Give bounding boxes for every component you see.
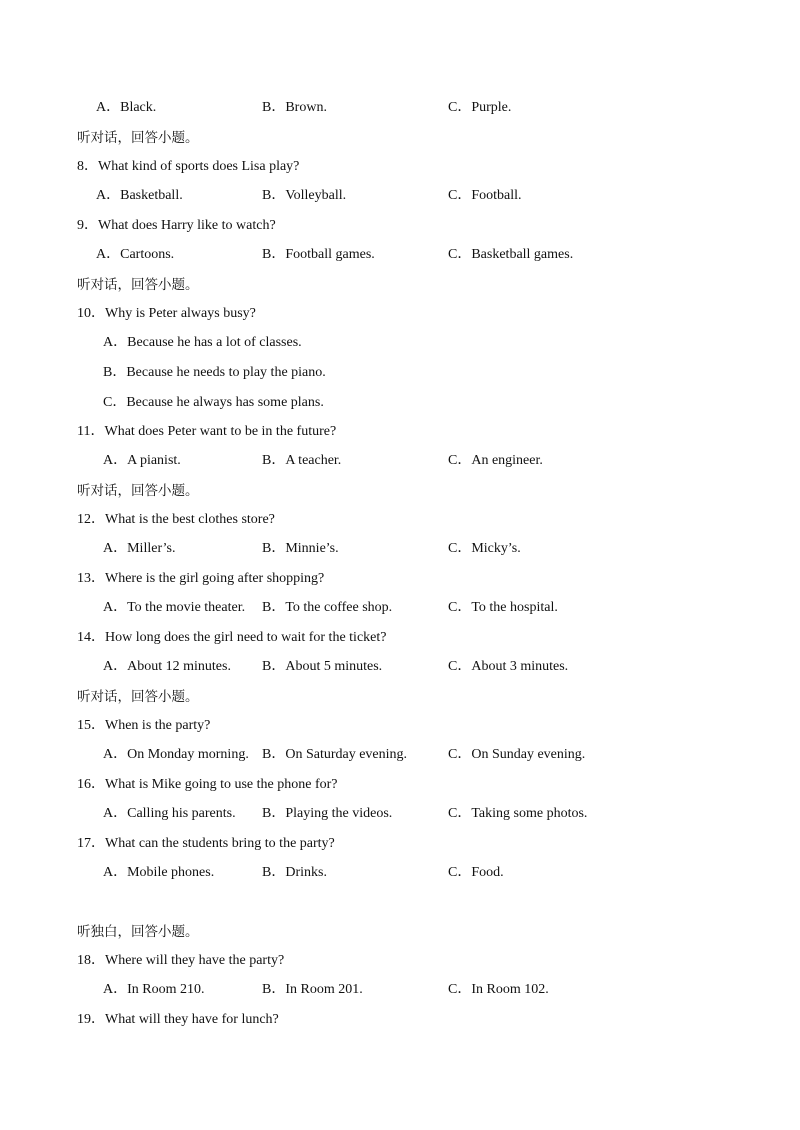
option-b: B．Playing the videos. xyxy=(262,806,393,821)
question-text: 8．What kind of sports does Lisa play? xyxy=(77,159,300,174)
option-line: C．Because he always has some plans. xyxy=(103,395,324,410)
question-text: 14．How long does the girl need to wait for the ticket? xyxy=(77,630,387,645)
option-a: A．Black. xyxy=(96,100,157,115)
option-b: B．On Saturday evening. xyxy=(262,747,408,762)
option-b: B．Minnie’s. xyxy=(262,541,339,556)
option-b: B．A teacher. xyxy=(262,453,342,468)
option-a: A．About 12 minutes. xyxy=(103,659,231,674)
option-b: B．Volleyball. xyxy=(262,188,347,203)
option-a: A．Mobile phones. xyxy=(103,865,215,880)
option-c: C．Taking some photos. xyxy=(448,806,588,821)
option-b: B．In Room 201. xyxy=(262,982,363,997)
question-text: 11．What does Peter want to be in the future? xyxy=(77,424,337,439)
option-b: B．About 5 minutes. xyxy=(262,659,383,674)
option-line: A．Because he has a lot of classes. xyxy=(103,335,302,350)
question-text: 18．Where will they have the party? xyxy=(77,953,285,968)
option-a: A．Basketball. xyxy=(96,188,183,203)
question-text: 17．What can the students bring to the party? xyxy=(77,836,335,851)
question-text: 10．Why is Peter always busy? xyxy=(77,306,256,321)
option-a: A．In Room 210. xyxy=(103,982,205,997)
option-c: C．Basketball games. xyxy=(448,247,574,262)
option-c: C．About 3 minutes. xyxy=(448,659,569,674)
option-a: A．On Monday morning. xyxy=(103,747,249,762)
section-heading: 听对话，回答小题。 xyxy=(77,483,199,499)
option-c: C．Micky’s. xyxy=(448,541,521,556)
question-text: 16．What is Mike going to use the phone for? xyxy=(77,777,338,792)
question-text: 15．When is the party? xyxy=(77,718,211,733)
option-line: B．Because he needs to play the piano. xyxy=(103,365,326,380)
option-a: A．Miller’s. xyxy=(103,541,176,556)
option-a: A．To the movie theater. xyxy=(103,600,246,615)
question-text: 19．What will they have for lunch? xyxy=(77,1012,279,1027)
option-c: C．In Room 102. xyxy=(448,982,549,997)
option-a: A．A pianist. xyxy=(103,453,181,468)
question-text: 12．What is the best clothes store? xyxy=(77,512,275,527)
option-b: B．Drinks. xyxy=(262,865,327,880)
option-b: B．To the coffee shop. xyxy=(262,600,393,615)
option-c: C．Purple. xyxy=(448,100,512,115)
option-c: C．An engineer. xyxy=(448,453,543,468)
section-heading: 听对话，回答小题。 xyxy=(77,130,199,146)
option-c: C．Football. xyxy=(448,188,522,203)
section-heading: 听独白，回答小题。 xyxy=(77,924,199,940)
question-text: 13．Where is the girl going after shopping? xyxy=(77,571,325,586)
option-a: A．Cartoons. xyxy=(96,247,175,262)
option-c: C．To the hospital. xyxy=(448,600,558,615)
question-text: 9．What does Harry like to watch? xyxy=(77,218,276,233)
option-c: C．On Sunday evening. xyxy=(448,747,586,762)
section-heading: 听对话，回答小题。 xyxy=(77,277,199,293)
option-b: B．Football games. xyxy=(262,247,375,262)
option-c: C．Food. xyxy=(448,865,504,880)
option-a: A．Calling his parents. xyxy=(103,806,236,821)
section-heading: 听对话，回答小题。 xyxy=(77,689,199,705)
option-b: B．Brown. xyxy=(262,100,327,115)
